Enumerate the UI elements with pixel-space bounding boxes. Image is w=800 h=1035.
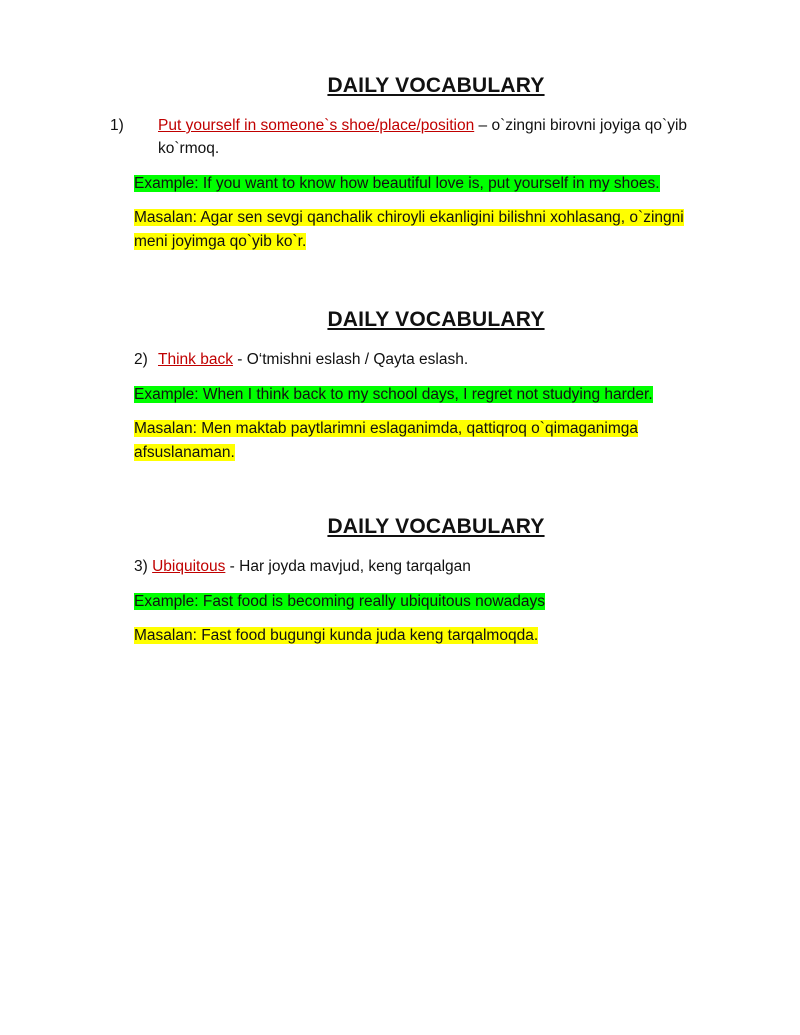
section-title: DAILY VOCABULARY xyxy=(327,308,545,331)
vocabulary-term: Think back xyxy=(158,351,233,368)
vocabulary-term: Ubiquitous xyxy=(152,558,226,575)
entry-number: 1) xyxy=(110,117,124,134)
masalan-text: Masalan: Agar sen sevgi qanchalik chiroyli ekanligini bilishni xohlasang, o`zingni xyxy=(134,209,684,226)
definition-text: Har joyda mavjud, keng tarqalgan xyxy=(239,558,471,575)
vocabulary-entry xyxy=(134,555,746,578)
entry-separator: – xyxy=(474,117,492,134)
vocabulary-section-2 xyxy=(134,308,746,465)
section-title: DAILY VOCABULARY xyxy=(327,74,545,97)
masalan-text-continued: meni joyimga qo`yib ko`r. xyxy=(134,233,307,250)
example-line xyxy=(134,590,746,614)
example-text: Example: When I think back to my school days, I regret not studying harder. xyxy=(134,386,653,403)
vocabulary-entry xyxy=(134,348,746,371)
masalan-line xyxy=(134,417,746,465)
masalan-text: Masalan: Men maktab paytlarimni eslaganimda, qattiqroq o`qimaganimga xyxy=(134,420,639,437)
definition-text-continued: ko`rmoq. xyxy=(158,140,220,157)
masalan-line xyxy=(134,206,746,254)
example-text: Example: If you want to know how beautiful love is, put yourself in my shoes. xyxy=(134,175,660,192)
definition-text: o`zingni birovni joyiga qo`yib xyxy=(491,117,688,134)
vocabulary-term: Put yourself in someone`s shoe/place/position xyxy=(158,117,475,134)
vocabulary-section-3 xyxy=(134,515,746,648)
definition-text: O‘tmishni eslash / Qayta eslash. xyxy=(246,351,469,368)
example-line xyxy=(134,383,746,407)
entry-number: 3) xyxy=(134,558,148,575)
section-title: DAILY VOCABULARY xyxy=(327,515,545,538)
masalan-text: Masalan: Fast food bugungi kunda juda keng tarqalmoqda. xyxy=(134,627,539,644)
masalan-text-continued: afsuslanaman. xyxy=(134,444,235,461)
vocabulary-entry xyxy=(110,114,746,160)
vocabulary-section-1 xyxy=(110,74,746,254)
entry-separator: - xyxy=(232,351,247,368)
example-line xyxy=(134,172,746,196)
entry-separator: - xyxy=(225,558,240,575)
example-text: Example: Fast food is becoming really ubiquitous nowadays xyxy=(134,593,545,610)
masalan-line xyxy=(134,624,746,648)
entry-number: 2) xyxy=(134,351,148,368)
